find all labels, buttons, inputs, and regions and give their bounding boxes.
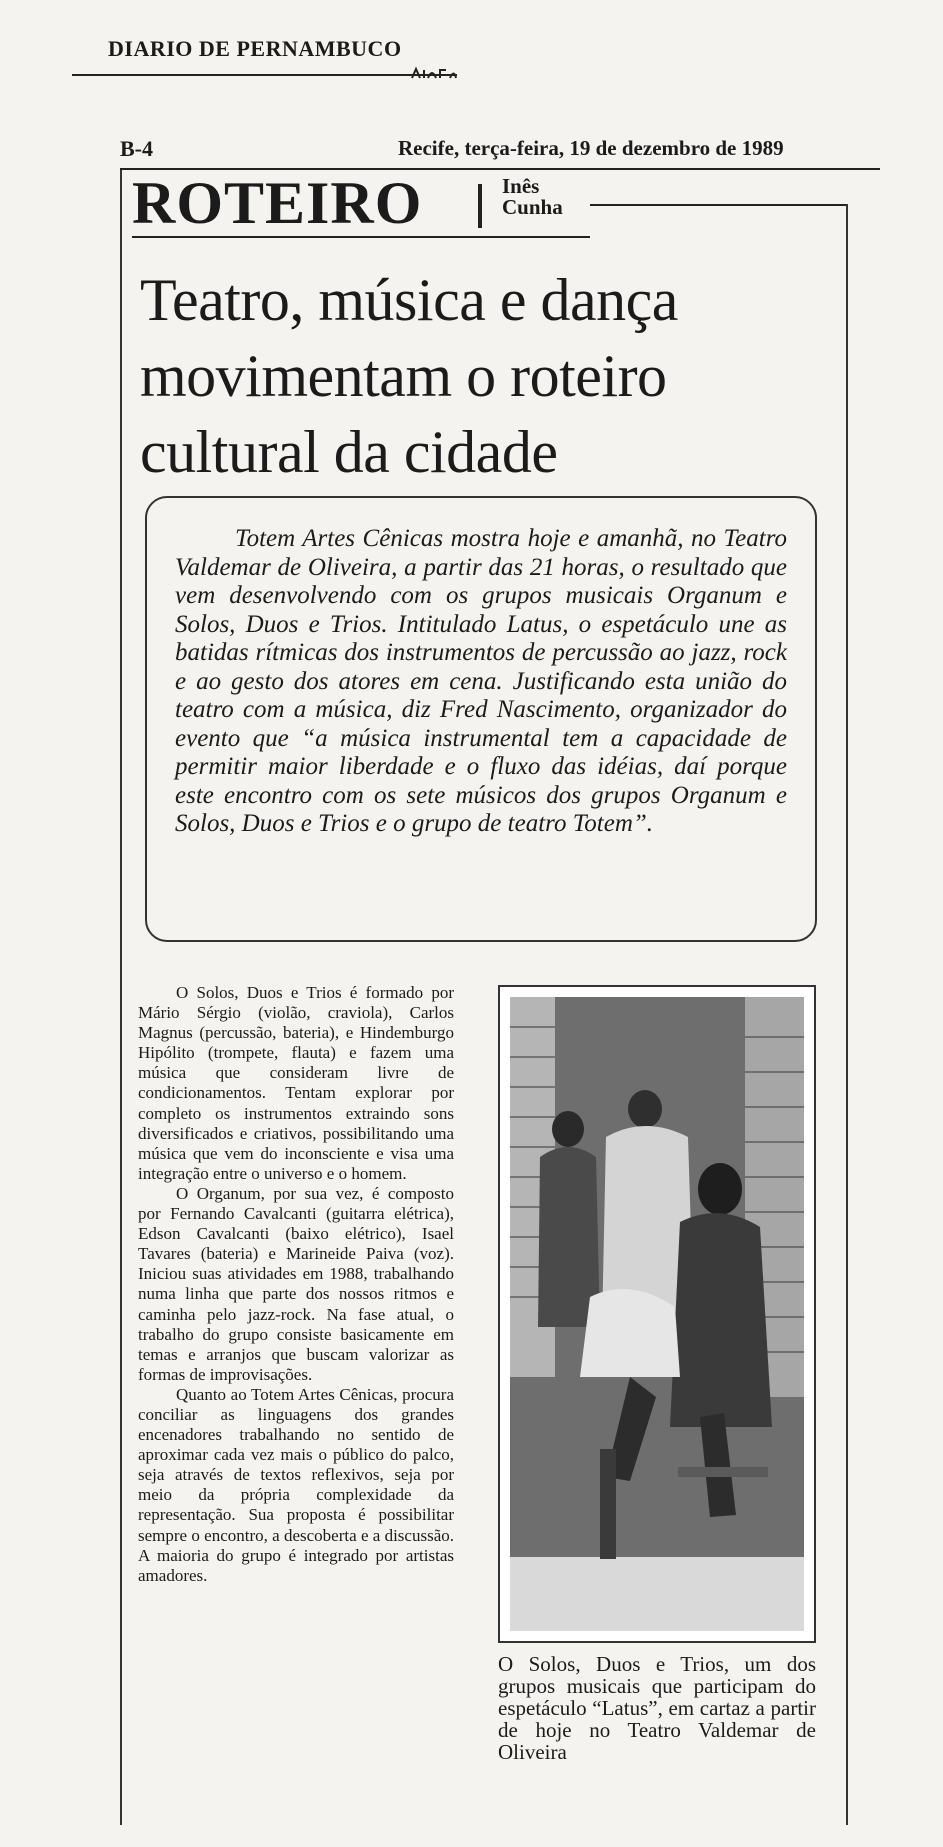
section-underline (132, 236, 590, 238)
column-frame-left (120, 170, 122, 1825)
headline-line: movimentam o roteiro (140, 343, 667, 409)
author-first-name: Inês (502, 174, 540, 198)
photo-caption: O Solos, Duos e Trios, um dos grupos musicais que participam do espetáculo “Latus”, em cartaz a partir de hoje no Teatro Valdemar de Oliveira (498, 1652, 816, 1764)
headline-line: Teatro, música e dança (140, 267, 678, 333)
headline-line: cultural da cidade (140, 419, 558, 485)
article-photo (498, 985, 816, 1643)
article-lead: Totem Artes Cênicas mostra hoje e amanhã, no Teatro Valdemar de Oliveira, a partir das 21 horas, o resultado que vem desenvolvendo com os grupos musicais Organum e Solos, Duos e Trios. Intitulado Latus, o espetáculo une as batidas rítmicas dos instrumentos de percussão ao jazz, rock e ao gesto dos atores em cena. Justificando esta união do teatro com a música, diz Fred Nascimento, organizador do evento que “a música instrumental tem a capacidade de permitir maior liberdade e o fluxo das idéias, daí porque este encontro com os sete músicos dos grupos Organum e Solos, Duos e Trios e o grupo de teatro Totem”. (175, 525, 787, 837)
body-paragraph: O Solos, Duos e Trios é formado por Mário Sérgio (violão, craviola), Carlos Magnus (percussão, bateria), e Hindemburgo Hipólito (trompete, flauta) e fazem uma música que consideram livre de condicionamentos. Tentam explorar por completo os instrumentos extraindo sons diversificados e criativos, possibilitando uma música que vem do inconsciente e visa uma integração entre o universo e o homem. (138, 983, 454, 1183)
section-title: ROTEIRO (132, 170, 423, 236)
body-paragraph: O Organum, por sua vez, é composto por Fernando Cavalcanti (guitarra elétrica), Edson Cavalcanti (baixo elétrico), Isael Tavares (bateria) e Marineide Paiva (voz). Iniciou suas atividades em 1988, trabalhando numa linha que parte dos nossos ritmos e caminha pelo jazz-rock. Na fase atual, o trabalho do grupo consiste basicamente em temas e arranjos que buscam valorizar as formas de improvisações. (138, 1183, 454, 1384)
article-headline (140, 262, 840, 490)
column-author (502, 176, 563, 218)
masthead-logo (410, 66, 458, 80)
page-number: B-4 (120, 136, 153, 161)
section-divider (478, 184, 482, 228)
masthead-rule (72, 74, 457, 76)
body-paragraph: Quanto ao Totem Artes Cênicas, procura conciliar as linguagens dos grandes encenadores trabalhando no sentido de aproximar cada vez mais o público do palco, seja através de textos reflexivos, seja por meio da própria complexidade da representação. Sua proposta é possibilitar sempre o encontro, a descoberta e a discussão. A maioria do grupo é integrado por artistas amadores. (138, 1384, 454, 1585)
band-photo (510, 997, 804, 1631)
dateline: Recife, terça-feira, 19 de dezembro de 1989 (398, 136, 784, 160)
author-last-name: Cunha (502, 195, 563, 219)
masthead-title: DIARIO DE PERNAMBUCO (108, 36, 402, 61)
author-rule (590, 204, 846, 206)
column-frame-right (846, 204, 848, 1825)
masthead-mark (410, 66, 458, 84)
article-body (138, 983, 454, 1586)
